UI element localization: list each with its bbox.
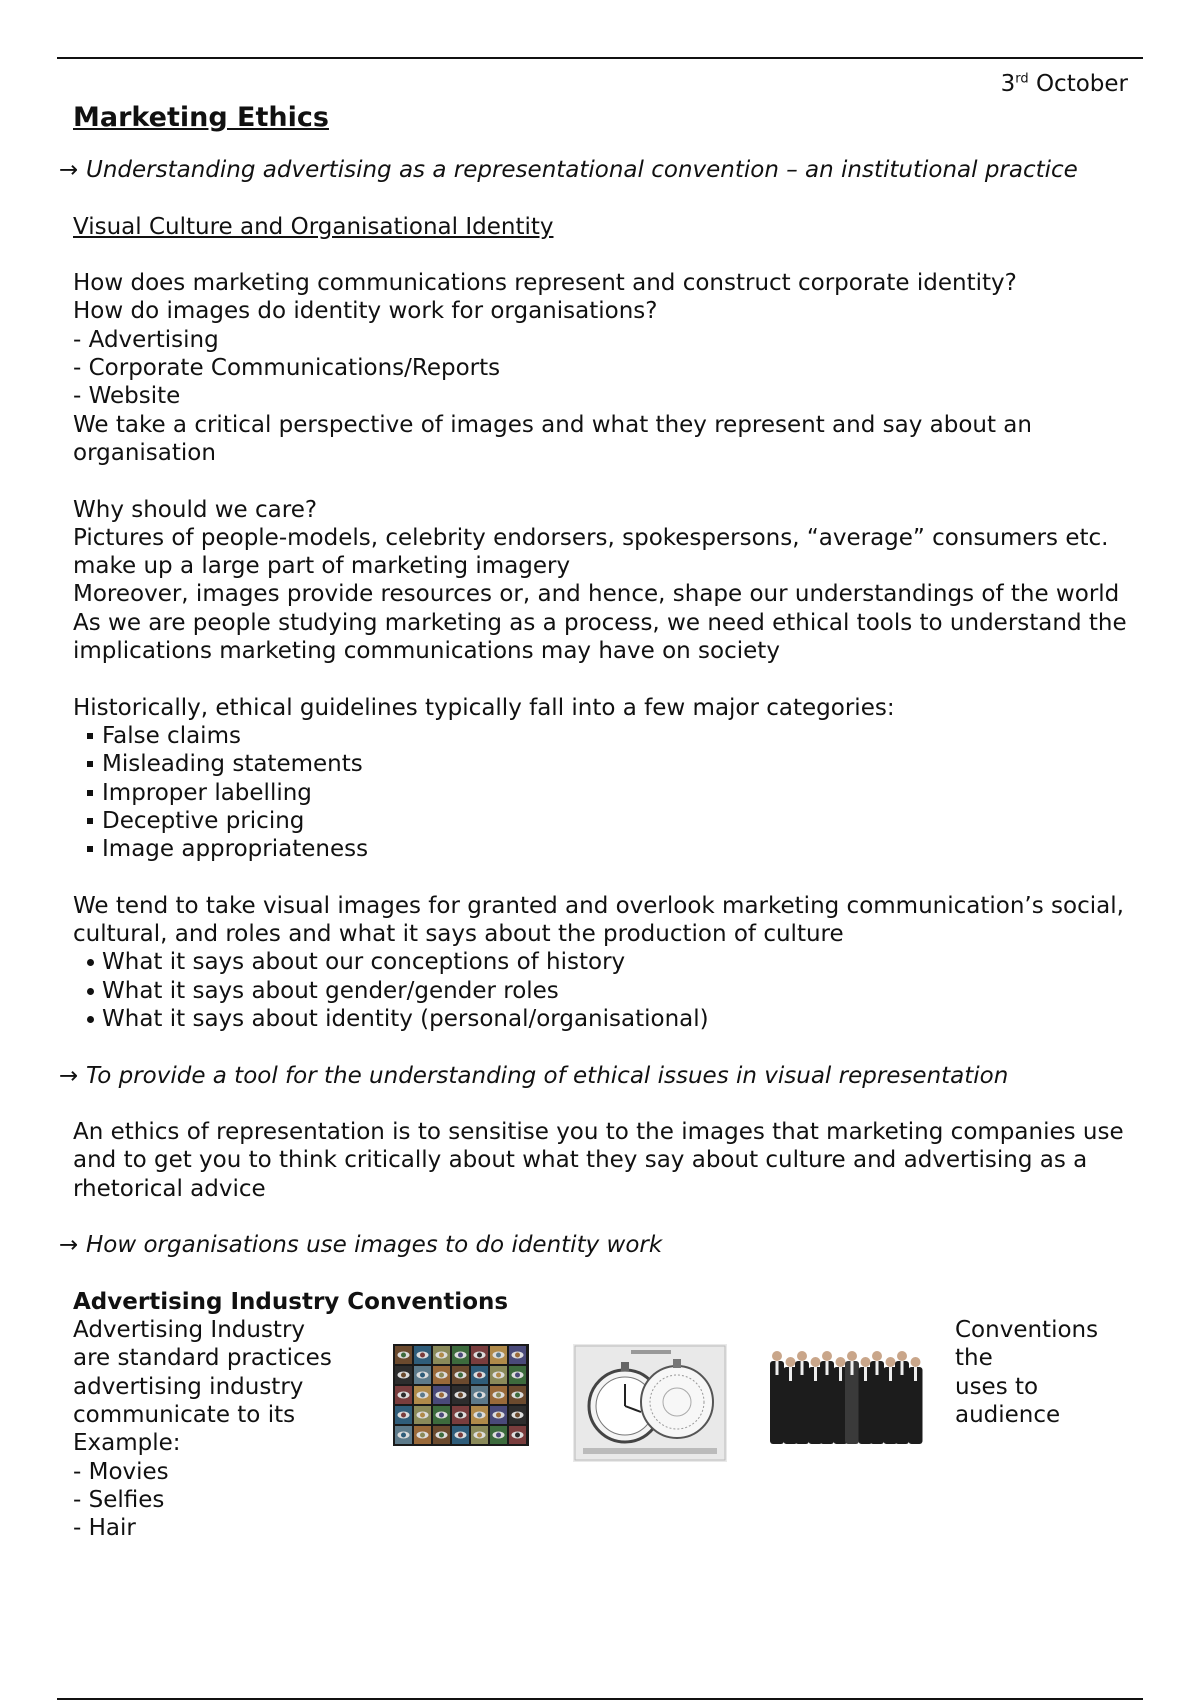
text-line: Pictures of people-models, celebrity endorsers, spokespersons, “average” consumers etc. make up a large part of marketing imagery — [73, 524, 1109, 580]
text-line: audience — [955, 1402, 1061, 1429]
text-line: Example: — [73, 1430, 181, 1457]
arrow-point-text: Understanding advertising as a representational convention – an institutional practice — [86, 157, 1078, 183]
arrow-point-text: To provide a tool for the understanding of ethical issues in visual representation — [86, 1062, 1009, 1089]
list-item: Improper labelling — [73, 779, 1133, 807]
text-line: Conventions — [955, 1317, 1099, 1344]
pocket-watch-image — [573, 1344, 727, 1462]
text-line: are standard practices — [73, 1345, 332, 1372]
section-visual-culture — [73, 213, 1133, 468]
text-line: As we are people studying marketing as a process, we need ethical tools to understand the implications marketing communications may have on society — [73, 609, 1127, 665]
date-day: 3 — [1000, 71, 1016, 97]
date-month: October — [1035, 71, 1128, 97]
text-line: We take a critical perspective of images and what they represent and say about an organisation — [73, 411, 1032, 466]
conventions-block — [73, 1316, 1133, 1546]
text-line: uses to — [955, 1373, 1039, 1400]
text-line: How do images do identity work for organisations? — [73, 298, 658, 325]
conventions-right-text — [955, 1316, 1135, 1429]
arrow-point-3 — [59, 1231, 1133, 1259]
section-heading: Advertising Industry Conventions — [73, 1288, 509, 1315]
text-line: - Website — [73, 383, 181, 410]
business-team-image — [767, 1344, 929, 1452]
text-line: - Movies — [73, 1458, 169, 1485]
section-visual-images — [73, 892, 1133, 1033]
arrow-point-1 — [59, 156, 1133, 184]
eye-collage-image — [393, 1344, 529, 1446]
text-line: Moreover, images provide resources or, and hence, shape our understandings of the world — [73, 581, 1120, 608]
date-suffix: rd — [1015, 71, 1029, 87]
top-rule — [57, 57, 1143, 59]
arrow-icon: → — [59, 1232, 79, 1259]
arrow-icon: → — [59, 157, 79, 183]
text-line: Advertising Industry — [73, 1317, 306, 1344]
text-line: the — [955, 1345, 993, 1372]
text-line: communicate to its — [73, 1402, 296, 1429]
conception-list — [73, 948, 1133, 1033]
text-line: How does marketing communications represent and construct corporate identity? — [73, 270, 1017, 297]
list-item: What it says about identity (personal/organisational) — [73, 1005, 1133, 1033]
text-line: - Corporate Communications/Reports — [73, 355, 501, 382]
text-line: Why should we care? — [73, 496, 318, 523]
arrow-icon: → — [59, 1062, 79, 1089]
list-item: What it says about gender/gender roles — [73, 977, 1133, 1005]
text-line: - Advertising — [73, 326, 219, 353]
page-title: Marketing Ethics — [73, 102, 329, 133]
guideline-list — [73, 722, 1133, 863]
list-item: Misleading statements — [73, 750, 1133, 778]
section-heading: Visual Culture and Organisational Identity — [73, 213, 554, 240]
conventions-left-text — [73, 1316, 373, 1542]
document-body — [59, 100, 1133, 1546]
list-item: Image appropriateness — [73, 835, 1133, 863]
text-line: - Hair — [73, 1515, 136, 1542]
text-line: - Selfies — [73, 1486, 165, 1513]
date — [1001, 71, 1128, 97]
ethics-paragraph: An ethics of representation is to sensitise you to the images that marketing companies use and to get you to think critically about what they say about culture and advertising as a rhetorical advice — [73, 1119, 1124, 1202]
list-item: Deceptive pricing — [73, 807, 1133, 835]
arrow-point-text: How organisations use images to do identity work — [86, 1232, 663, 1259]
text-line: advertising industry — [73, 1373, 304, 1400]
list-item: What it says about our conceptions of history — [73, 948, 1133, 976]
arrow-point-2 — [59, 1062, 1133, 1090]
section-guidelines — [73, 694, 1133, 864]
text-line: We tend to take visual images for granted and overlook marketing communication’s social, cultural, and roles and what it says about the production of culture — [73, 892, 1124, 948]
text-line: Historically, ethical guidelines typically fall into a few major categories: — [73, 694, 895, 721]
section-why-care — [73, 496, 1133, 666]
list-item: False claims — [73, 722, 1133, 750]
